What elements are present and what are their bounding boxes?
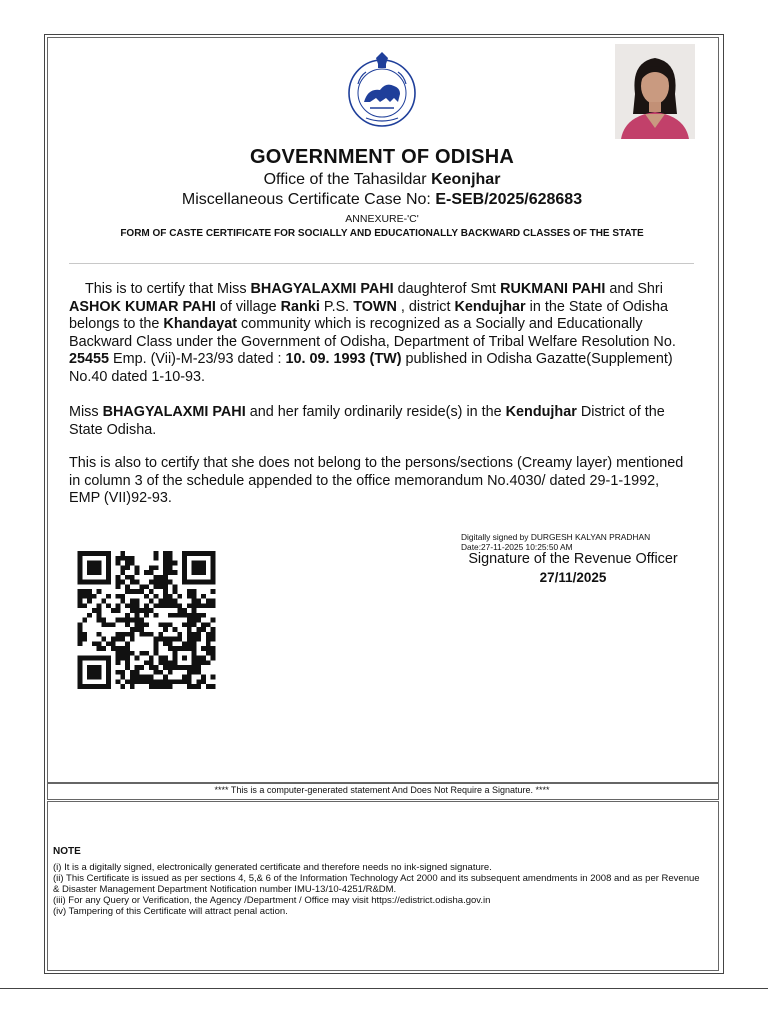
text: published in Odisha Gazatte(Supplement) No.40 dated 1-10-93. bbox=[69, 351, 673, 385]
district-name: Kendujhar bbox=[505, 404, 577, 420]
signature-title: Signature of the Revenue Officer bbox=[468, 551, 678, 567]
office-place: Keonjhar bbox=[431, 171, 501, 188]
applicant-name: BHAGYALAXMI PAHI bbox=[102, 404, 246, 420]
government-title: GOVERNMENT OF ODISHA bbox=[249, 146, 514, 168]
text: and her family ordinarily reside(s) in the bbox=[245, 404, 506, 420]
community-name: Khandayat bbox=[163, 316, 237, 333]
police-station: TOWN bbox=[353, 298, 397, 315]
applicant-name: BHAGYALAXMI PAHI bbox=[250, 281, 394, 297]
digital-signer: Digitally signed by DURGESH KALYAN PRADHAN bbox=[461, 532, 651, 542]
notes-list bbox=[53, 862, 703, 917]
odisha-emblem-icon bbox=[342, 50, 422, 130]
district-name: Kendujhar bbox=[454, 298, 526, 315]
form-title: FORM OF CASTE CERTIFICATE FOR SOCIALLY AND EDUCATIONALLY BACKWARD CLASSES OF THE STATE bbox=[120, 228, 644, 239]
residence-paragraph bbox=[69, 404, 694, 439]
text: and Shri bbox=[605, 281, 663, 297]
applicant-photo bbox=[615, 44, 695, 139]
text: in the State of Odisha belongs to the bbox=[69, 298, 669, 333]
village-name: Ranki bbox=[280, 298, 320, 315]
text: , district bbox=[396, 298, 455, 315]
resolution-number: 25455 bbox=[69, 351, 110, 368]
text: community which is recognized as a Socially and Educationally Backward Class under the Government of Odisha, Department of Tribal Welfare Resolution No. bbox=[69, 316, 676, 350]
office-line bbox=[48, 171, 716, 189]
page-bottom-rule bbox=[0, 988, 768, 989]
text: P.S. bbox=[319, 298, 354, 315]
note-item: (i) It is a digitally signed, electronically generated certificate and therefore needs no ink-signed signature. bbox=[53, 862, 492, 873]
computer-generated-statement: **** This is a computer-generated statement And Does Not Require a Signature. **** bbox=[214, 785, 550, 795]
text: Miss bbox=[69, 404, 103, 420]
note-item: (ii) This Certificate is issued as per sections 4, 5,& 6 of the Information Technology Act 2000 and its subsequent amendments in 2008 and as per Revenue & Disaster Management Department Notification number IMU-13/10-4251/R&DM. bbox=[53, 873, 700, 895]
certification-paragraph bbox=[69, 281, 694, 387]
text: This is to certify that Miss bbox=[85, 281, 251, 297]
father-name: ASHOK KUMAR PAHI bbox=[69, 298, 216, 315]
resolution-date: 10. 09. 1993 (TW) bbox=[285, 351, 402, 368]
signature-date: 27/11/2025 bbox=[539, 570, 607, 585]
header-divider bbox=[69, 263, 694, 264]
case-number-line bbox=[48, 191, 716, 209]
digital-sign-date: Date:27-11-2025 10:25:50 AM bbox=[461, 542, 573, 552]
text: District of the State Odisha. bbox=[69, 404, 665, 438]
case-number: E-SEB/2025/628683 bbox=[435, 191, 583, 208]
note-item: (iv) Tampering of this Certificate will attract penal action. bbox=[53, 906, 288, 917]
digital-signature-stamp bbox=[461, 532, 650, 552]
qr-code-icon bbox=[75, 551, 218, 689]
case-prefix: Miscellaneous Certificate Case No: bbox=[181, 191, 431, 208]
text: daughterof Smt bbox=[393, 281, 501, 297]
note-heading: NOTE bbox=[53, 846, 81, 857]
text: of village bbox=[215, 298, 281, 315]
note-item: (iii) For any Query or Verification, the Agency /Department / Office may visit https://edistrict.odisha.gov.in bbox=[53, 895, 491, 906]
text: Emp. (Vii)-M-23/93 dated : bbox=[109, 351, 286, 368]
office-prefix: Office of the Tahasildar bbox=[263, 171, 427, 188]
mother-name: RUKMANI PAHI bbox=[500, 281, 606, 297]
annexure-label: ANNEXURE-'C' bbox=[345, 213, 419, 225]
creamy-layer-paragraph: This is also to certify that she does not belong to the persons/sections (Creamy layer) mentioned in column 3 of the schedule appended to the office memorandum No.4030/ dated 29-1-1992, EMP (VII)92-93. bbox=[69, 455, 684, 507]
